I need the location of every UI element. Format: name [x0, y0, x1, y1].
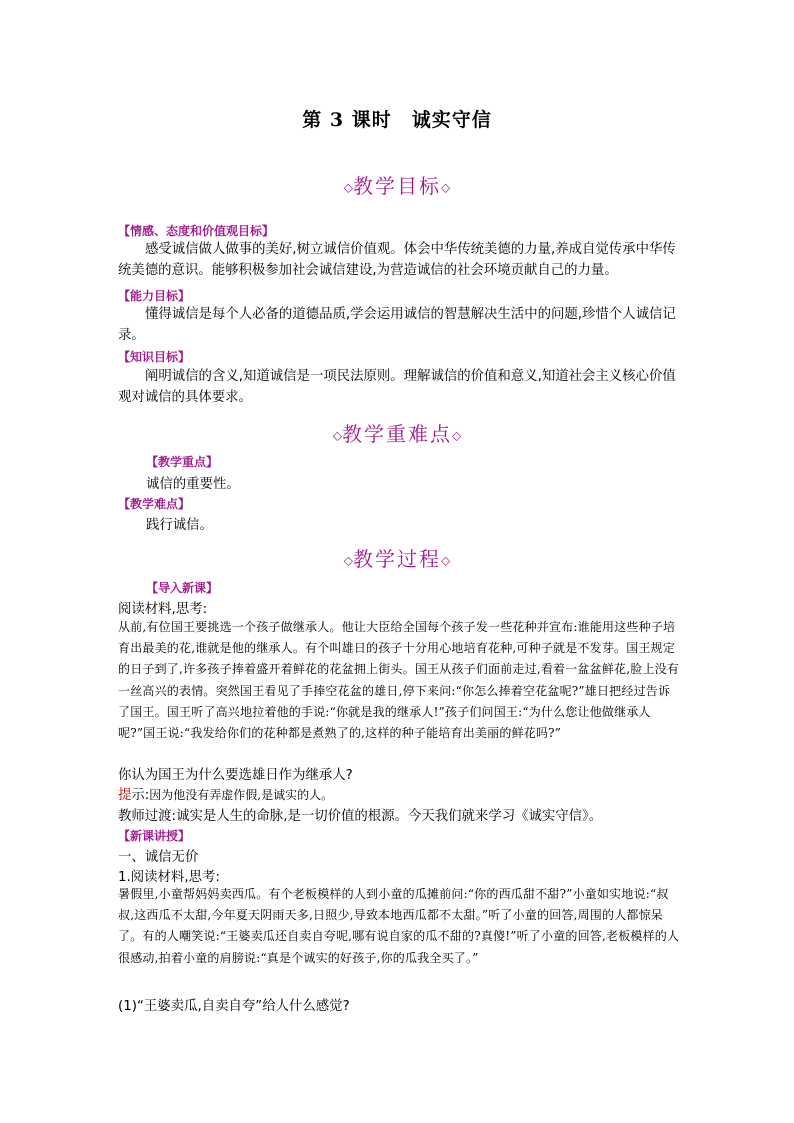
tag-new-lesson: 【新课讲授】: [118, 829, 191, 843]
part-heading-1: 一、诚信无价: [118, 850, 199, 865]
text-teaching-focus: 诚信的重要性。: [146, 477, 240, 492]
section-heading-process: [0, 543, 794, 572]
paragraph-ability-goal: 懂得诚信是每个人必备的道德品质,学会运用诚信的智慧解决生活中的问题,珍惜个人诚信记录。: [118, 307, 676, 343]
read-prompt-2: 1.阅读材料,思考:: [118, 870, 220, 885]
section-title: 教学过程: [353, 547, 441, 571]
tag-teaching-difficulty: 【教学难点】: [118, 497, 191, 511]
hint-line: [118, 784, 333, 803]
section-title: 教学重难点: [342, 422, 452, 446]
hint-mark: 提: [118, 788, 132, 803]
diamond-icon: ◇: [343, 553, 353, 568]
teacher-transition: 教师过渡:诚实是人生的命脉,是一切价值的根源。今天我们就来学习《诚实守信》。: [118, 809, 603, 824]
story-watermelon: 暑假里,小童帮妈妈卖西瓜。有个老板模样的人到小童的瓜摊前问:“你的西瓜甜不甜?”小童如实地说:“叔叔,这西瓜不太甜,今年夏天阴雨天多,日照少,导致本地西瓜都不太甜。”听了小童的回答,周围的人都惊呆了。有的人嘲笑说:“王婆卖瓜还自卖自夸呢,哪有说自家的瓜不甜的?真傻!”听了小童的回答,老板模样的人很感动,拍着小童的肩膀说:“真是个诚实的好孩子,你的瓜我全买了。”: [118, 887, 680, 965]
diamond-icon: ◇: [441, 180, 451, 195]
section-heading-key-points: [0, 418, 794, 447]
question-1: (1)“王婆卖瓜,自卖自夸”给人什么感觉?: [118, 999, 350, 1014]
text-teaching-difficulty: 践行诚信。: [146, 518, 213, 533]
paragraph-knowledge-goal: 阐明诚信的含义,知道诚信是一项民法原则。理解诚信的价值和意义,知道社会主义核心价值观对诚信的具体要求。: [118, 369, 676, 405]
paragraph-emotion-goal: 感受诚信做人做事的美好,树立诚信价值观。体会中华传统美德的力量,养成自觉传承中华传统美德的意识。能够积极参加社会诚信建设,为营造诚信的社会环境贡献自己的力量。: [118, 242, 676, 278]
tag-emotion-goal: 【情感、态度和价值观目标】: [118, 224, 275, 238]
section-title: 教学目标: [353, 174, 441, 198]
hint-text: 因为他没有弄虚作假,是诚实的人。: [149, 788, 334, 802]
read-prompt: 阅读材料,思考:: [118, 602, 208, 617]
question-king: 你认为国王为什么要选雄日作为继承人?: [118, 768, 353, 783]
tag-ability-goal: 【能力目标】: [118, 289, 191, 303]
diamond-icon: ◇: [343, 180, 353, 195]
section-heading-goals: [0, 170, 794, 199]
diamond-icon: ◇: [452, 428, 462, 443]
tag-intro: 【导入新课】: [146, 581, 219, 595]
page-title: 第 3 课时 诚实守信: [302, 109, 492, 131]
diamond-icon: ◇: [441, 553, 451, 568]
story-king-flowers: 从前,有位国王要挑选一个孩子做继承人。他让大臣给全国每个孩子发一些花种并宣布:谁能用这些种子培育出最美的花,谁就是他的继承人。有个叫雄日的孩子十分用心地培育花种,可种子就是不发芽。国王规定的日子到了,许多孩子捧着盛开着鲜花的花盆拥上街头。国王从孩子们面前走过,看着一盆盆鲜花,脸上没有一丝高兴的表情。突然国王看见了手捧空花盆的雄日,停下来问:“你怎么捧着空花盆呢?”雄日把经过告诉了国王。国王听了高兴地拉着他的手说:“你就是我的继承人!”孩子们问国王:“为什么您让他做继承人呢?”国王说:“我发给你们的花种都是煮熟了的,这样的种子能培育出美丽的鲜花吗?”: [118, 620, 680, 741]
tag-knowledge-goal: 【知识目标】: [118, 350, 191, 364]
hint-label: 示:: [131, 788, 150, 803]
diamond-icon: ◇: [332, 428, 342, 443]
tag-teaching-focus: 【教学重点】: [146, 455, 219, 469]
